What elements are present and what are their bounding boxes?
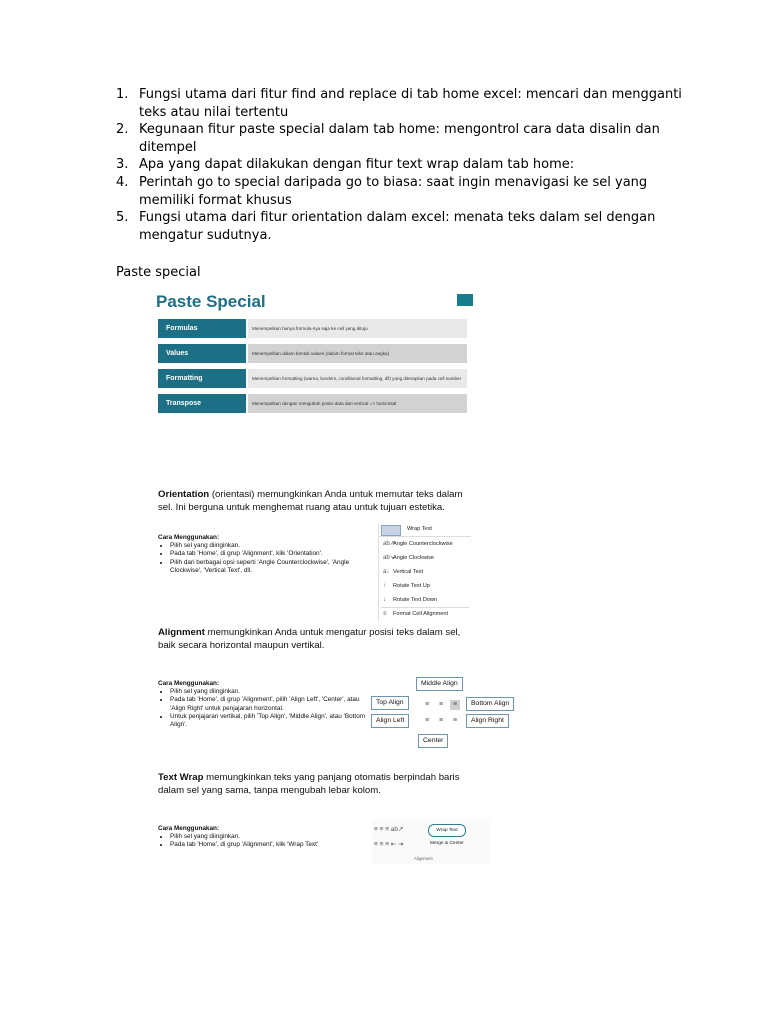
paste-special-figure (150, 288, 475, 418)
paste-row-desc: Menempelkan formatting (warna, borders, conditional formatting, dll) yang diterapkan pada cell sumber (248, 369, 467, 388)
alignment-howto (158, 680, 368, 729)
align-right-label: Align Right (466, 714, 509, 728)
paste-row-values (158, 344, 467, 363)
alignment-term: Alignment (158, 627, 205, 638)
list-item (116, 209, 686, 244)
center-icon[interactable]: ≡ (438, 717, 444, 724)
menu-item-angle-counterclockwise[interactable] (383, 539, 453, 549)
paste-row-desc: Menempelkan hanya formula-nya saja ke cell yang dituju (248, 319, 467, 338)
howto-step: • Pada tab 'Home', di grup 'Alignment', pilih 'Align Left', 'Center', atau 'Align Right' untuk penjajaran horizontal. (170, 696, 368, 712)
bottom-align-label: Bottom Align (466, 697, 514, 711)
list-number: 2. (116, 122, 129, 138)
top-align-label: Top Align (371, 696, 409, 710)
question-list (116, 86, 686, 244)
menu-item-label: Format Cell Alignment (393, 611, 449, 617)
paste-row-key: Formulas (158, 319, 246, 338)
rotate-text-down-icon: ↓ (383, 597, 386, 603)
vertical-text-icon: a↓ (383, 569, 390, 575)
list-item (116, 121, 686, 156)
list-text: Fungsi utama dari fitur orientation dalam excel: menata teks dalam sel dengan mengatur sudutnya. (139, 210, 656, 243)
orientation-term: Orientation (158, 489, 210, 500)
menu-item-label: Rotate Text Up (393, 583, 430, 589)
paste-row-formulas (158, 319, 467, 338)
menu-toolbar (379, 524, 471, 537)
format-cell-alignment-icon: ≡ (383, 611, 387, 617)
alignment-text: memungkinkan Anda untuk mengatur posisi teks dalam sel, baik secara horizontal maupun vertikal. (158, 627, 461, 651)
alignment-ribbon (372, 820, 490, 864)
list-item (116, 156, 686, 174)
list-number: 1. (116, 87, 129, 102)
list-item (116, 86, 686, 121)
alignment-button-grid (422, 698, 466, 732)
menu-item-format-cell-alignment[interactable] (383, 609, 448, 619)
howto-step: • Untuk penjajaran vertikal, pilih 'Top Align', 'Middle Align', atau 'Bottom Align'. (170, 713, 368, 729)
list-text: Kegunaan fitur paste special dalam tab home: mengontrol cara data disalin dan ditempel (139, 122, 660, 155)
list-text: Fungsi utama dari fitur find and replace di tab home excel: mencari dan mengganti teks atau nilai tertentu (139, 87, 682, 120)
paste-special-title: Paste Special (156, 292, 266, 311)
list-text: Perintah go to special daripada go to biasa: saat ingin menavigasi ke sel yang memiliki format khusus (139, 174, 648, 208)
merge-center-button[interactable]: Merge & Center (430, 841, 464, 846)
menu-item-angle-clockwise[interactable] (383, 553, 434, 563)
text-wrap-howto (158, 825, 368, 850)
list-text: Apa yang dapat dilakukan dengan fitur text wrap dalam tab home: (139, 157, 575, 173)
list-item (116, 174, 686, 209)
howto-step: • Pilih sel yang diinginkan. (170, 688, 368, 696)
wrap-text-button[interactable]: Wrap Text (428, 824, 466, 837)
orientation-howto (158, 534, 368, 575)
paste-row-key: Transpose (158, 394, 246, 413)
angle-clockwise-icon: ab↘ (383, 555, 395, 561)
text-wrap-text: memungkinkan teks yang panjang otomatis berpindah baris dalam sel yang sama, tanpa mengubah lebar kolom. (158, 772, 460, 796)
paste-row-key: Formatting (158, 369, 246, 388)
corner-tab-icon (457, 294, 473, 306)
align-right-icon[interactable]: ≡ (452, 717, 458, 724)
middle-align-icon[interactable]: ≡ (438, 701, 444, 708)
align-left-icon[interactable]: ≡ (424, 717, 430, 724)
paste-row-desc: Menempelkan dalam bentuk values (dalam format teks atau angka) (248, 344, 467, 363)
orientation-menu (378, 524, 471, 622)
list-number: 3. (116, 157, 129, 173)
center-label: Center (418, 734, 448, 748)
paste-row-formatting (158, 369, 467, 388)
menu-item-label: Vertical Text (393, 569, 424, 575)
orientation-text: (orientasi) memungkinkan Anda untuk memutar teks dalam sel. Ini berguna untuk menghemat ruang atau untuk tujuan estetika. (158, 489, 463, 513)
howto-step: • Pada tab 'Home', di grup 'Alignment', klik 'Orientation'. (170, 550, 368, 558)
menu-item-vertical-text[interactable] (383, 567, 423, 577)
orientation-paragraph (158, 488, 468, 514)
howto-step: • Pilih sel yang diinginkan. (170, 833, 368, 841)
paste-row-key: Values (158, 344, 246, 363)
howto-step: • Pilih dari berbagai opsi seperti 'Angle Counterclockwise', 'Angle Clockwise', 'Vertical Text', dll. (170, 559, 368, 575)
howto-title: Cara Menggunakan: (158, 680, 220, 687)
menu-item-label: Angle Counterclockwise (393, 541, 453, 547)
horizontal-align-icons: ≡ ≡ ≡ ⇤ ⇥ (374, 841, 404, 848)
paste-row-transpose (158, 394, 467, 413)
menu-divider (381, 607, 469, 608)
list-number: 5. (116, 210, 129, 226)
howto-title: Cara Menggunakan: (158, 534, 220, 541)
text-wrap-term: Text Wrap (158, 772, 204, 783)
rotate-text-up-icon: ↑ (383, 583, 386, 589)
alignment-paragraph (158, 626, 478, 652)
top-align-icon[interactable]: ≡ (424, 701, 430, 708)
excel-features-figure (150, 484, 520, 876)
orientation-button[interactable] (381, 525, 401, 536)
menu-item-label: Angle Clockwise (393, 555, 435, 561)
menu-item-rotate-text-down[interactable] (383, 595, 437, 605)
paste-row-desc: Menempelkan dengan mengubah posisi data dari vertical => horizontal (248, 394, 467, 413)
ribbon-group-label: Alignment (414, 856, 433, 861)
wrap-text-label: Wrap Text (407, 526, 432, 532)
section-label: Paste special (116, 265, 201, 280)
list-number: 4. (116, 174, 129, 190)
menu-item-rotate-text-up[interactable] (383, 581, 430, 591)
bottom-align-icon[interactable]: ≡ (450, 700, 460, 710)
align-left-label: Align Left (371, 714, 409, 728)
vertical-align-icons: ≡ ≡ ≡ ab↗ (374, 826, 404, 833)
howto-title: Cara Menggunakan: (158, 825, 220, 832)
text-wrap-paragraph (158, 771, 478, 797)
middle-align-label: Middle Align (416, 677, 463, 691)
howto-step: • Pada tab 'Home', di grup 'Alignment', klik 'Wrap Text' (170, 841, 368, 849)
howto-step: • Pilih sel yang diinginkan. (170, 542, 368, 550)
menu-item-label: Rotate Text Down (393, 597, 438, 603)
angle-counterclockwise-icon: ab↗ (383, 541, 395, 547)
